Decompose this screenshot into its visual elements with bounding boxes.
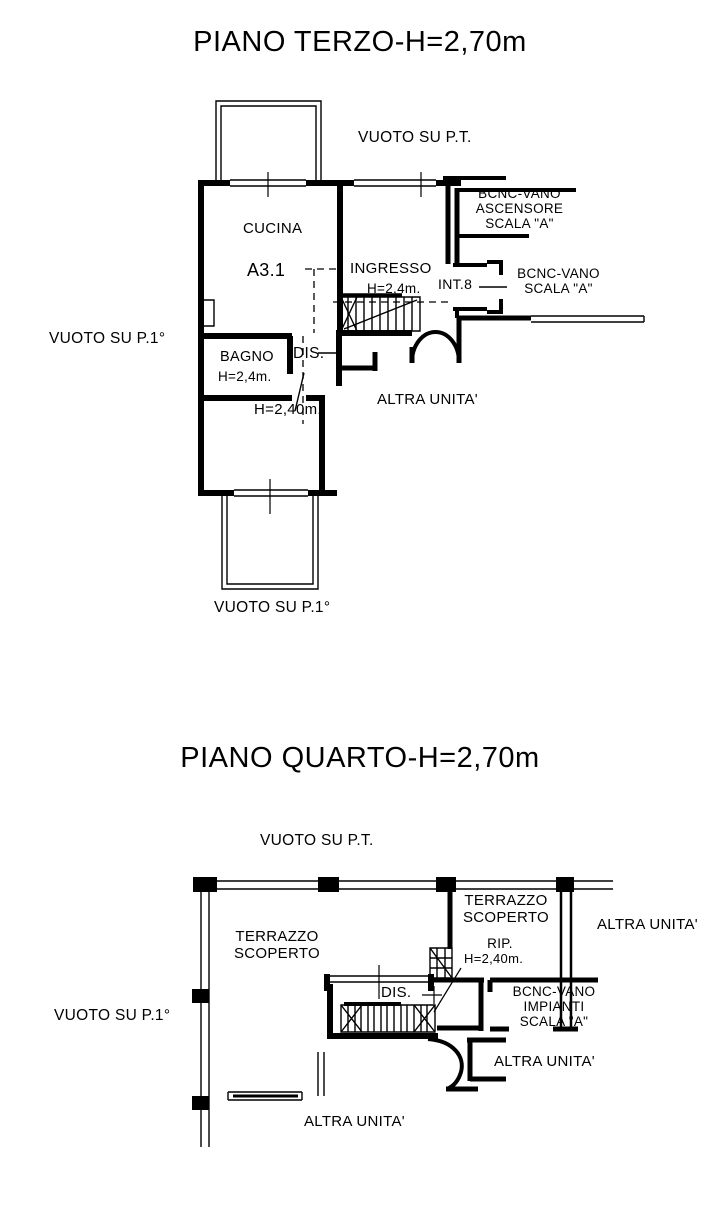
room-height-label: H=2,4m.: [367, 281, 421, 296]
label-bcnc-vano-impianti: [500, 984, 608, 1029]
window: [354, 180, 436, 186]
room-label-cucina: CUCINA: [243, 220, 303, 237]
plan-quarto-title: PIANO QUARTO-H=2,70m: [180, 742, 540, 774]
label-line: BCNC-VANO: [478, 186, 561, 201]
height-annotation: H=2,40m.: [254, 401, 322, 418]
shaft-hatch: [430, 948, 452, 978]
label-line: SCALA "A": [519, 1014, 589, 1030]
room-label-dis: DIS.: [381, 984, 412, 1001]
balcony-top-inner: [221, 106, 316, 183]
arched-opening-icon: [428, 1039, 462, 1089]
label-line: SCOPERTO: [233, 944, 321, 962]
room-label-bagno: BAGNO: [220, 349, 274, 365]
stair-treads: [348, 1005, 427, 1032]
label-line: SCALA "A": [485, 216, 554, 232]
label-line: TERRAZZO: [235, 928, 319, 945]
label-altra-unita-right: ALTRA UNITA': [597, 916, 698, 933]
room-label-terrazzo-scoperto-left: [222, 929, 332, 963]
label-altra-unita-mid: ALTRA UNITA': [494, 1053, 595, 1070]
rip-leader-line: [434, 968, 461, 1012]
label-altra-unita: ALTRA UNITA': [377, 391, 478, 408]
room-label-ingresso: INGRESSO: [350, 260, 432, 277]
unit-number-label-int8: INT.8: [438, 276, 473, 292]
arched-opening-icon: [412, 332, 459, 362]
label-line: SCOPERTO: [462, 908, 550, 926]
plan-terzo-walls: [198, 101, 644, 589]
label-line: IMPIANTI: [523, 999, 585, 1015]
label-line: BCNC-VANO: [512, 984, 596, 999]
plan-terzo-title: PIANO TERZO-H=2,70m: [193, 26, 527, 58]
party-wall: [531, 316, 644, 322]
label-altra-unita-bottom: ALTRA UNITA': [304, 1113, 405, 1130]
door-jamb-icon: [487, 262, 501, 275]
wall-niche: [204, 300, 214, 326]
room-height-label: H=2,40m.: [464, 951, 524, 966]
label-vuoto-su-pt: VUOTO SU P.T.: [358, 129, 472, 146]
room-label-terrazzo-scoperto-right: [452, 893, 560, 927]
label-line: SCALA "A": [524, 281, 593, 297]
terrace-parapet-top: [195, 881, 613, 889]
room-height-label: H=2,4m.: [218, 369, 272, 384]
room-label-dis: DIS.: [293, 345, 325, 362]
label-vuoto-su-p1-left: VUOTO SU P.1°: [49, 330, 166, 347]
door-jamb-icon: [487, 299, 501, 312]
balcony-top-outer: [216, 101, 321, 183]
label-bcnc-vano-ascensore: [462, 186, 577, 231]
label-bcnc-vano-scala: [506, 266, 611, 296]
label-vuoto-su-p1-left: VUOTO SU P.1°: [54, 1007, 171, 1024]
label-line: BCNC-VANO: [517, 266, 600, 281]
room-label-rip: RIP.: [487, 936, 513, 951]
window: [234, 490, 308, 496]
label-vuoto-su-p1-bottom: VUOTO SU P.1°: [214, 599, 331, 616]
label-line: TERRAZZO: [464, 892, 548, 909]
unit-code-label: A3.1: [247, 260, 286, 280]
label-vuoto-su-pt: VUOTO SU P.T.: [260, 832, 374, 849]
label-line: ASCENSORE: [475, 201, 564, 217]
